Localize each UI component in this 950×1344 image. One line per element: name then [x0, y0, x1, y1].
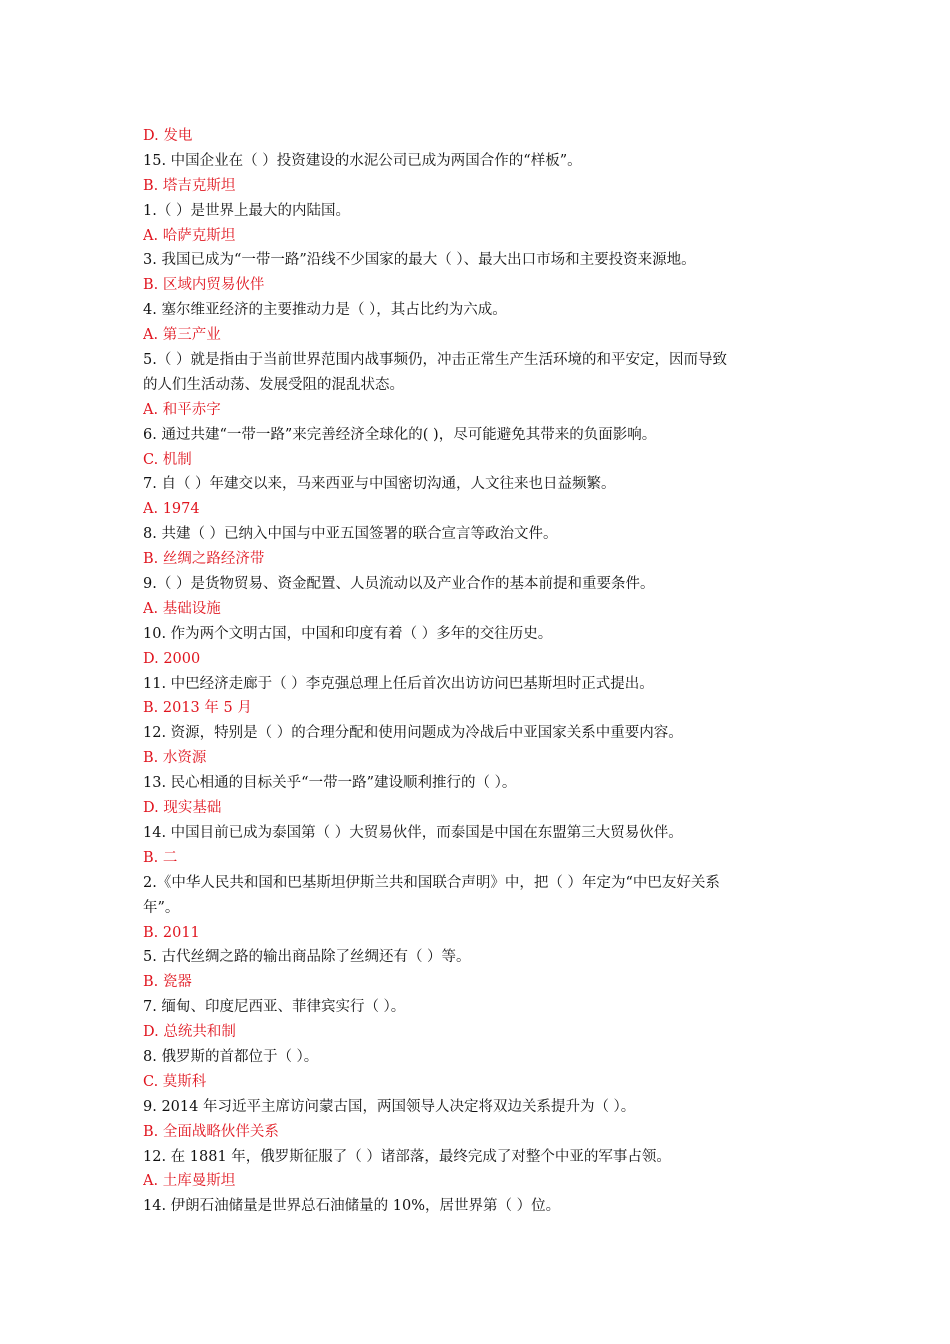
answer-line: B. 二	[143, 849, 178, 866]
answer-line: B. 丝绸之路经济带	[143, 551, 265, 568]
answer-line: C. 莫斯科	[143, 1073, 207, 1090]
question-line: 9.（ ）是货物贸易、资金配置、人员流动以及产业合作的基本前提和重要条件。	[143, 576, 655, 593]
question-line: 7. 自（ ）年建交以来，马来西亚与中国密切沟通，人文往来也日益频繁。	[143, 476, 616, 493]
answer-line: C. 机制	[143, 451, 192, 468]
question-line: 2.《中华人民共和国和巴基斯坦伊斯兰共和国联合声明》中，把（ ）年定为“中巴友好关系	[143, 874, 720, 891]
answer-line: A. 土库曼斯坦	[143, 1173, 236, 1190]
answer-line: B. 区域内贸易伙伴	[143, 277, 265, 294]
question-line: 4. 塞尔维亚经济的主要推动力是（ ），其占比约为六成。	[143, 302, 507, 319]
answer-line: B. 塔吉克斯坦	[143, 177, 236, 194]
question-line: 11. 中巴经济走廊于（ ）李克强总理上任后首次出访访问巴基斯坦时正式提出。	[143, 675, 654, 692]
answer-line: A. 和平赤字	[143, 401, 221, 418]
answer-line: D. 总统共和制	[143, 1024, 236, 1041]
question-line: 14. 中国目前已成为泰国第（ ）大贸易伙伴，而泰国是中国在东盟第三大贸易伙伴。	[143, 824, 683, 841]
answer-line: D. 发电	[143, 128, 193, 144]
question-answer-list	[143, 124, 813, 1219]
question-line: 5. 古代丝绸之路的输出商品除了丝绸还有（ ）等。	[143, 949, 471, 966]
question-line: 7. 缅甸、印度尼西亚、菲律宾实行（ ）。	[143, 999, 406, 1016]
answer-line: D. 2000	[143, 650, 201, 667]
answer-line: B. 2011	[143, 924, 200, 941]
answer-line: A. 第三产业	[143, 327, 221, 344]
question-line: 6. 通过共建“一带一路”来完善经济全球化的( )，尽可能避免其带来的负面影响。	[143, 426, 657, 443]
question-line: 年”。	[143, 899, 180, 916]
answer-line: A. 1974	[143, 501, 200, 518]
question-line: 12. 资源，特别是（ ）的合理分配和使用问题成为冷战后中亚国家关系中重要内容。	[143, 725, 683, 742]
question-line: 3. 我国已成为“一带一路”沿线不少国家的最大（ ）、最大出口市场和主要投资来源地。	[143, 252, 696, 269]
answer-line: A. 哈萨克斯坦	[143, 227, 236, 244]
answer-line: B. 2013 年 5 月	[143, 700, 252, 717]
question-line: 8. 共建（ ）已纳入中国与中亚五国签署的联合宣言等政治文件。	[143, 526, 558, 543]
question-line: 12. 在 1881 年，俄罗斯征服了（ ）诸部落，最终完成了对整个中亚的军事占领。	[143, 1148, 671, 1165]
question-line: 的人们生活动荡、发展受阻的混乱状态。	[143, 376, 404, 393]
question-line: 15. 中国企业在（ ）投资建设的水泥公司已成为两国合作的“样板”。	[143, 152, 582, 169]
document-page	[143, 124, 813, 1219]
question-line: 10. 作为两个文明古国，中国和印度有着（ ）多年的交往历史。	[143, 625, 553, 642]
question-line: 1.（ ）是世界上最大的内陆国。	[143, 202, 350, 219]
answer-line: B. 瓷器	[143, 974, 192, 991]
answer-line: D. 现实基础	[143, 800, 222, 817]
question-line: 8. 俄罗斯的首都位于（ ）。	[143, 1048, 319, 1065]
answer-line: B. 水资源	[143, 750, 207, 767]
question-line: 14. 伊朗石油储量是世界总石油储量的 10%，居世界第（ ）位。	[143, 1198, 561, 1215]
question-line: 13. 民心相通的目标关乎“一带一路”建设顺利推行的（ ）。	[143, 775, 517, 792]
answer-line: B. 全面战略伙伴关系	[143, 1123, 279, 1140]
question-line: 5.（ ）就是指由于当前世界范围内战事频仍，冲击正常生产生活环境的和平安定，因而导致	[143, 352, 727, 369]
question-line: 9. 2014 年习近平主席访问蒙古国，两国领导人决定将双边关系提升为（ ）。	[143, 1098, 636, 1115]
answer-line: A. 基础设施	[143, 600, 221, 617]
